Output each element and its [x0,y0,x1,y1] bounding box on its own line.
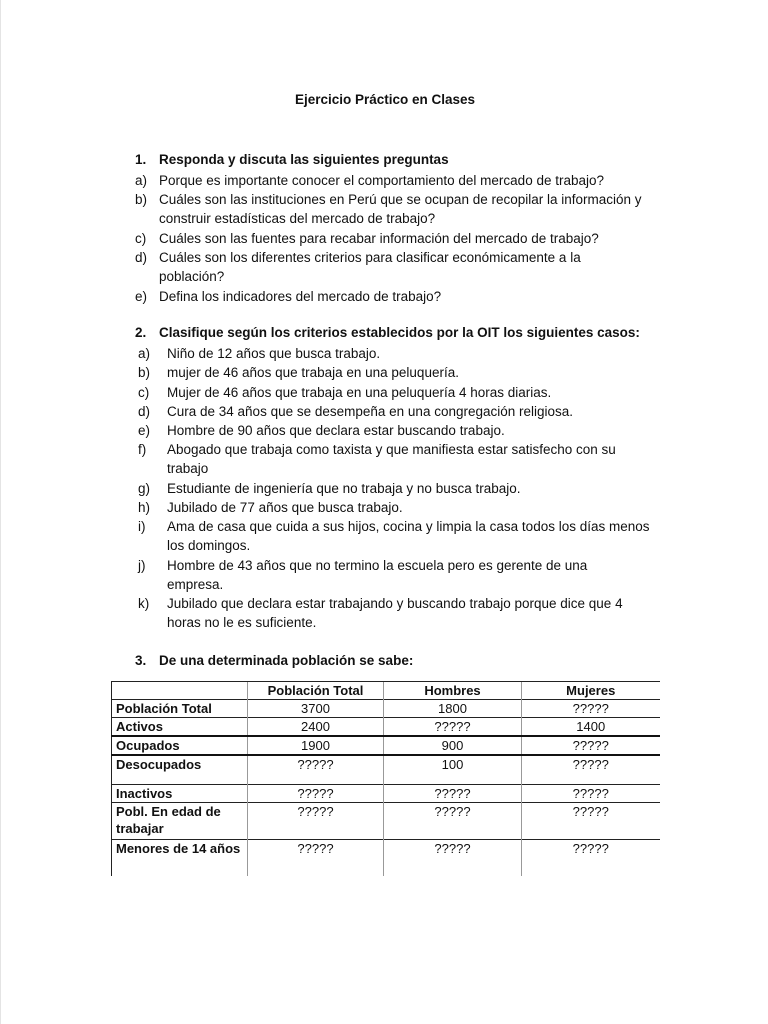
table-cell: ????? [522,785,660,803]
section-number: 1. [135,152,147,167]
item-text: Niño de 12 años que busca trabajo. [167,346,381,361]
table-row [112,700,660,718]
item-label: f) [138,442,147,457]
table-cell: ????? [248,785,384,803]
row-label: Pobl. En edad de trabajar [112,803,248,840]
item-text: Jubilado que declara estar trabajando y buscando trabajo porque dice que 4 [167,596,623,611]
item-text: Hombre de 43 años que no termino la escuela pero es gerente de una [167,558,588,573]
table-header-cell [112,682,248,700]
item-text: los domingos. [167,538,251,553]
section-heading-text: Clasifique según los criterios establecidos por la OIT los siguientes casos: [159,325,640,340]
table-row [112,840,660,877]
item-text: mujer de 46 años que trabaja en una peluquería. [167,365,459,380]
item-label: i) [138,519,146,534]
item-text: Mujer de 46 años que trabaja en una peluquería 4 horas diarias. [167,385,552,400]
section-heading-text: Responda y discuta las siguientes preguntas [159,152,449,167]
item-label: b) [135,192,148,207]
item-label: b) [138,365,151,380]
table-cell: ????? [384,718,522,737]
table-cell: ????? [522,700,660,718]
item-label: a) [138,346,151,361]
table-cell: ????? [522,755,660,785]
population-table [111,681,660,876]
item-text: Cuáles son las fuentes para recabar información del mercado de trabajo? [159,231,599,246]
item-label: k) [138,596,150,611]
item-label: h) [138,500,151,515]
row-label: Activos [112,718,248,737]
item-label: g) [138,481,151,496]
section-number: 3. [135,653,147,668]
row-label: Inactivos [112,785,248,803]
row-label: Menores de 14 años [112,840,248,877]
table-row [112,785,660,803]
item-text: horas no le es suficiente. [167,615,317,630]
item-text: empresa. [167,577,224,592]
table-cell: 1800 [384,700,522,718]
table-cell: ????? [384,803,522,840]
table-cell: ????? [522,803,660,840]
table-cell: 1400 [522,718,660,737]
item-label: d) [138,404,151,419]
item-label: d) [135,250,148,265]
item-text: Ama de casa que cuida a sus hijos, cocina y limpia la casa todos los días menos [167,519,650,534]
item-text: trabajo [167,461,209,476]
table-cell: 100 [384,755,522,785]
item-text: Porque es importante conocer el comportamiento del mercado de trabajo? [159,173,604,188]
row-label: Población Total [112,700,248,718]
table-cell: 900 [384,736,522,755]
document-title: Ejercicio Práctico en Clases [294,92,476,107]
table-row [112,755,660,785]
table-header-cell: Mujeres [522,682,660,700]
table-cell: ????? [522,736,660,755]
item-text: Cura de 34 años que se desempeña en una congregación religiosa. [167,404,574,419]
table-row [112,736,660,755]
table-header-cell: Hombres [384,682,522,700]
item-label: c) [138,385,150,400]
item-text: Jubilado de 77 años que busca trabajo. [167,500,403,515]
section-heading-text: De una determinada población se sabe: [159,653,414,668]
item-label: j) [138,558,146,573]
item-text: Defina los indicadores del mercado de trabajo? [159,289,442,304]
item-text: Abogado que trabaja como taxista y que manifiesta estar satisfecho con su [167,442,616,457]
table-cell: 1900 [248,736,384,755]
item-text: Cuáles son las instituciones en Perú que se ocupan de recopilar la información y [159,192,642,207]
table-cell: ????? [384,785,522,803]
table-cell: ????? [522,840,660,877]
item-text: Estudiante de ingeniería que no trabaja y no busca trabajo. [167,481,521,496]
row-label: Desocupados [112,755,248,785]
item-text: construir estadísticas del mercado de trabajo? [159,211,436,226]
table-cell: 3700 [248,700,384,718]
table-cell: ????? [248,803,384,840]
table-header-cell: Población Total [248,682,384,700]
item-label: a) [135,173,148,188]
table-row [112,718,660,737]
table-cell: ????? [248,840,384,877]
item-text: Cuáles son los diferentes criterios para clasificar económicamente a la [159,250,581,265]
section-number: 2. [135,325,147,340]
item-label: e) [138,423,151,438]
item-label: e) [135,289,148,304]
item-text: población? [159,269,225,284]
item-text: Hombre de 90 años que declara estar buscando trabajo. [167,423,505,438]
table-row [112,803,660,840]
table-cell: 2400 [248,718,384,737]
item-label: c) [135,231,147,246]
table-cell: ????? [248,755,384,785]
table-cell: ????? [384,840,522,877]
row-label: Ocupados [112,736,248,755]
table-header-row [112,682,660,700]
